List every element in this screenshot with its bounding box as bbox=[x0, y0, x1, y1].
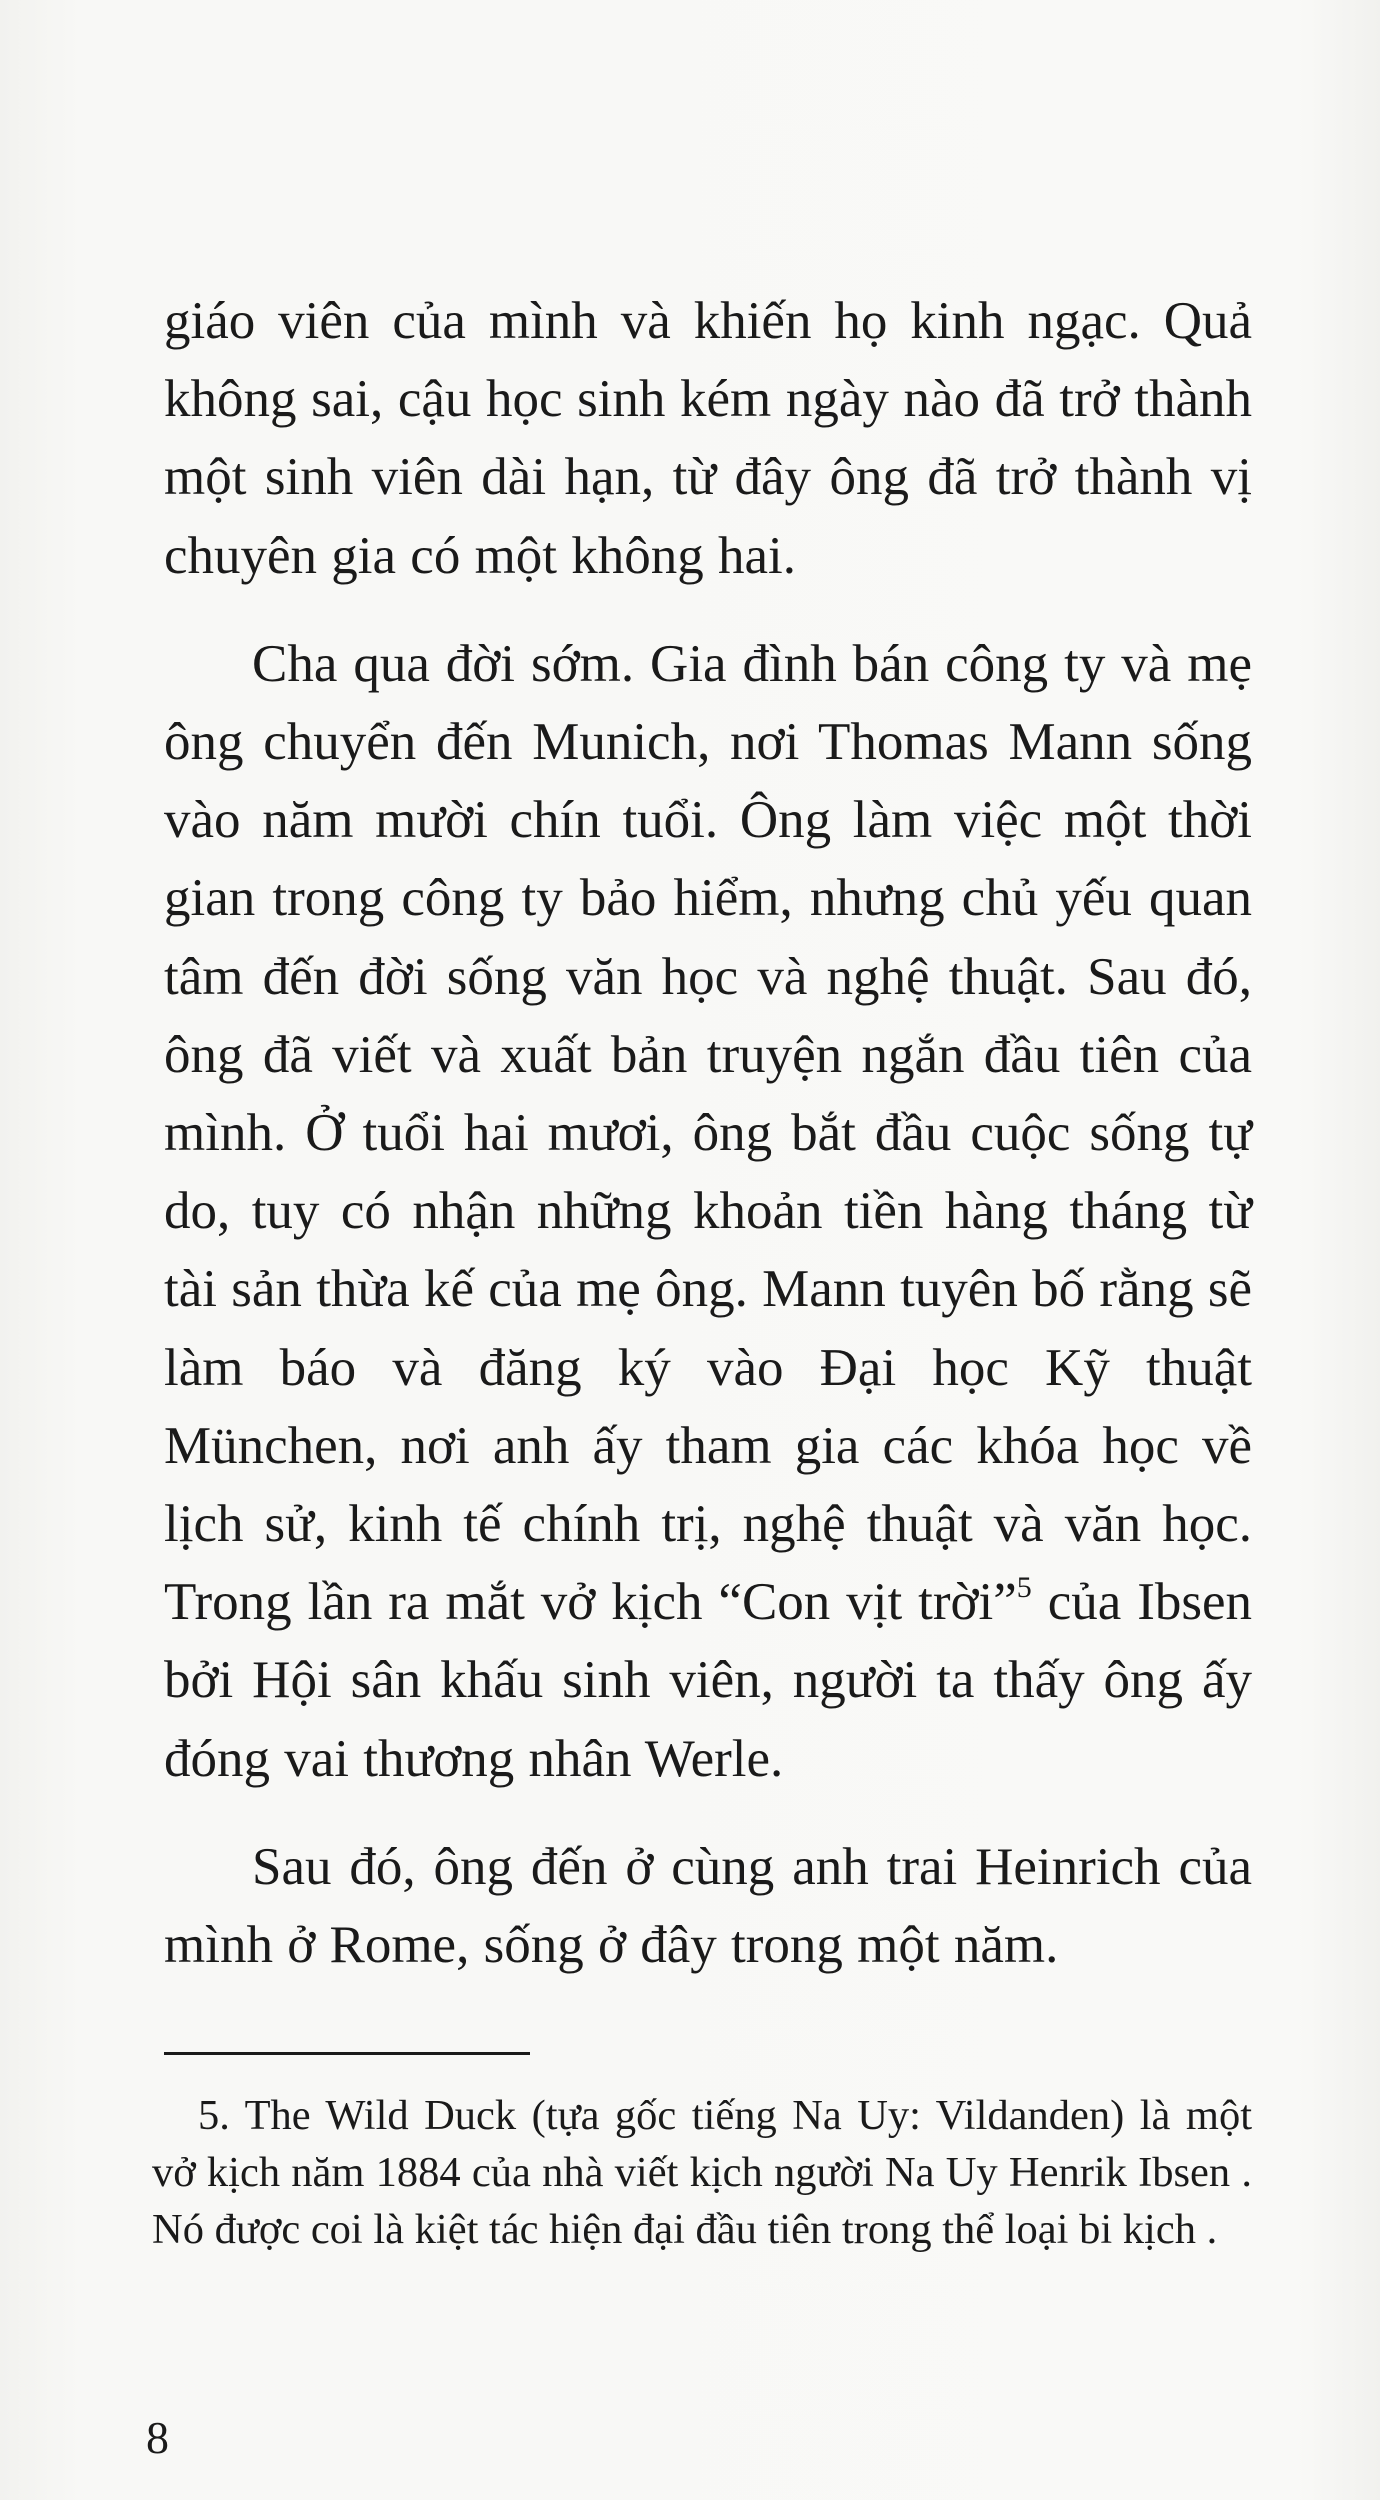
paragraph-family bbox=[164, 625, 1252, 1798]
paragraph-family-text: Cha qua đời sớm. Gia đình bán công ty và mẹ ông chuyển đến Munich, nơi Thomas Mann sống vào năm mười chín tuổi. Ông làm việc một thời gian trong công ty bảo hiểm, nhưng chủ yếu quan tâm đến đời sống văn học và nghệ thuật. Sau đó, ông đã viết và xuất bản truyện ngắn đầu tiên của mình. Ở tuổi hai mươi, ông bắt đầu cuộc sống tự do, tuy có nhận những khoản tiền hàng tháng từ tài sản thừa kế của mẹ ông. Mann tuyên bố rằng sẽ làm báo và đăng ký vào Đại học Kỹ thuật München, nơi anh ấy tham gia các khóa học về lịch sử, kinh tế chính trị, nghệ thuật và văn học. Trong lần ra mắt vở kịch “Con vịt trời” bbox=[164, 634, 1252, 1632]
paragraph-family-text-end: của Ibsen bởi Hội sân khấu sinh viên, người ta thấy ông ấy đóng vai thương nhân Werle. bbox=[164, 1573, 1252, 1788]
footnote-rule bbox=[164, 2052, 530, 2055]
footnote-text: The Wild Duck (tựa gốc tiếng Na Uy: Vildanden) là một vở kịch năm 1884 của nhà viết kịch người Na Uy Henrik Ibsen . Nó được coi là kiệt tác hiện đại đầu tiên trong thể loại bi kịch . bbox=[152, 2092, 1252, 2253]
footnote-marker: 5. bbox=[198, 2092, 230, 2139]
paragraph-continued: giáo viên của mình và khiến họ kinh ngạc. Quả không sai, cậu học sinh kém ngày nào đã trở thành một sinh viên dài hạn, từ đây ông đã trở thành vị chuyên gia có một không hai. bbox=[164, 292, 1252, 585]
paragraph-rome: Sau đó, ông đến ở cùng anh trai Heinrich của mình ở Rome, sống ở đây trong một năm. bbox=[164, 1837, 1252, 1975]
footnote-reference: 5 bbox=[1016, 1571, 1032, 1605]
page-number: 8 bbox=[146, 2412, 169, 2463]
body-text bbox=[164, 282, 1252, 1984]
footnote bbox=[152, 2088, 1252, 2258]
